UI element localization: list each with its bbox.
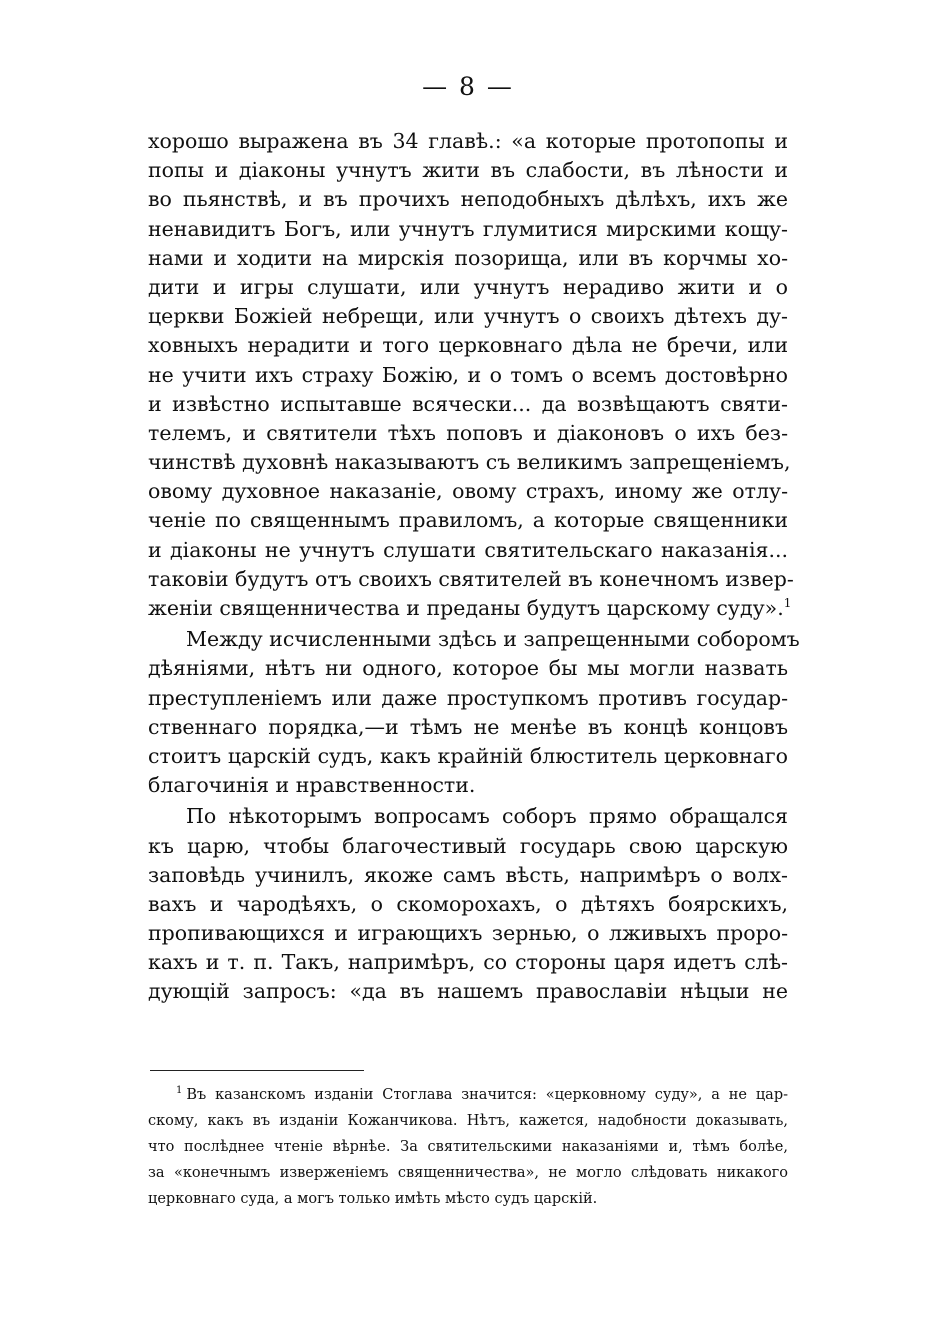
footnote-line: за «конечнымъ изверженіемъ священничества», не могло слѣдовать никакого — [148, 1165, 788, 1181]
text-line: и извѣстно испытавше всячески... да возвѣщаютъ святи- — [148, 391, 788, 416]
text-line: церкви Божіей небрещи, или учнутъ о своихъ дѣтехъ ду- — [148, 304, 788, 329]
footnote-marker: 1 — [176, 1085, 183, 1096]
main-text — [148, 127, 800, 1007]
text-line: ственнаго порядка,—и тѣмъ не менѣе въ концѣ концовъ — [148, 714, 788, 739]
footnote-line: церковнаго суда, а могъ только имѣть мѣсто судъ царскій. — [148, 1191, 598, 1207]
text-line: вахъ и чародѣяхъ, о скоморохахъ, о дѣтяхъ боярскихъ, — [148, 891, 788, 916]
text-line: нами и ходити на мирскія позорища, или въ корчмы хо- — [148, 245, 788, 270]
footnote — [148, 1082, 788, 1212]
text-line: телемъ, и святители тѣхъ поповъ и діаконовъ о ихъ без- — [148, 420, 788, 445]
text-line: благочинія и нравственности. — [148, 773, 476, 798]
text-line: женіи священничества и преданы будутъ царскому суду». — [148, 596, 784, 620]
footnote-line-first — [148, 1082, 788, 1108]
footnote-line: Въ казанскомъ изданіи Стоглава значится: «церковному суду», а не цар- — [186, 1087, 788, 1103]
page-number: — 8 — — [422, 72, 514, 101]
text-line: во пьянствѣ, и въ прочихъ неподобныхъ дѣлѣхъ, ихъ же — [148, 187, 788, 212]
footnote-divider — [150, 1070, 364, 1071]
text-line: стоитъ царскій судъ, какъ крайній блюститель церковнаго — [148, 743, 788, 768]
paragraph-3 — [148, 802, 788, 1006]
text-line: чинствѣ духовнѣ наказываютъ съ великимъ запрещеніемъ, — [148, 450, 791, 475]
text-line: пропивающихся и играющихъ зернью, о лживыхъ проро- — [148, 921, 788, 946]
text-line: кахъ и т. п. Такъ, напримѣръ, со стороны царя идетъ слѣ- — [148, 950, 788, 975]
text-line: дити и игры слушати, или учнутъ нерадиво жити и о — [148, 274, 788, 299]
text-line: ченіе по священнымъ правиломъ, а которые священники — [148, 508, 788, 533]
text-line: По нѣкоторымъ вопросамъ соборъ прямо обращался — [186, 804, 788, 829]
text-line: заповѣдь учинилъ, якоже самъ вѣсть, напримѣръ о волх- — [148, 862, 788, 887]
paragraph-2 — [148, 625, 800, 800]
text-line: и діаконы не учнутъ слушати святительскаго наказанія... — [148, 537, 788, 562]
text-line: хорошо выражена въ 34 главѣ.: «а которые протопопы и — [148, 129, 788, 153]
footnote-line: скому, какъ въ изданіи Кожанчикова. Нѣтъ, кажется, надобности доказывать, — [148, 1113, 788, 1129]
text-line: преступленіемъ или даже проступкомъ противъ государ- — [148, 685, 788, 710]
text-line: ховныхъ нерадити и того церковнаго дѣла не бречи, или — [148, 333, 788, 358]
text-line: овому духовное наказаніе, овому страхъ, иному же отлу- — [148, 479, 788, 504]
footnote-line: что послѣднее чтеніе вѣрнѣе. За святительскими наказаніями и, тѣмъ болѣе, — [148, 1139, 788, 1155]
text-line: дѣяніями, нѣтъ ни одного, которое бы мы могли назвать — [148, 656, 788, 681]
text-line: таковіи будутъ отъ своихъ святителей въ конечномъ извер- — [148, 566, 794, 591]
text-line: Между исчисленными здѣсь и запрещенными соборомъ — [186, 627, 800, 652]
paragraph-1 — [148, 127, 794, 623]
text-line: къ царю, чтобы благочестивый государь свою царскую — [148, 833, 788, 858]
footnote-reference: 1 — [783, 596, 792, 610]
text-line: дующій запросъ: «да въ нашемъ православіи нѣцыи не — [148, 979, 788, 1004]
text-line: не учити ихъ страху Божію, и о томъ о всемъ достовѣрно — [148, 362, 788, 387]
text-line: ненавидитъ Богъ, или учнутъ глумитися мирскими кощу- — [148, 216, 788, 241]
text-line-with-footnote — [148, 594, 792, 623]
text-line: попы и діаконы учнутъ жити въ слабости, въ лѣности и — [148, 158, 788, 183]
